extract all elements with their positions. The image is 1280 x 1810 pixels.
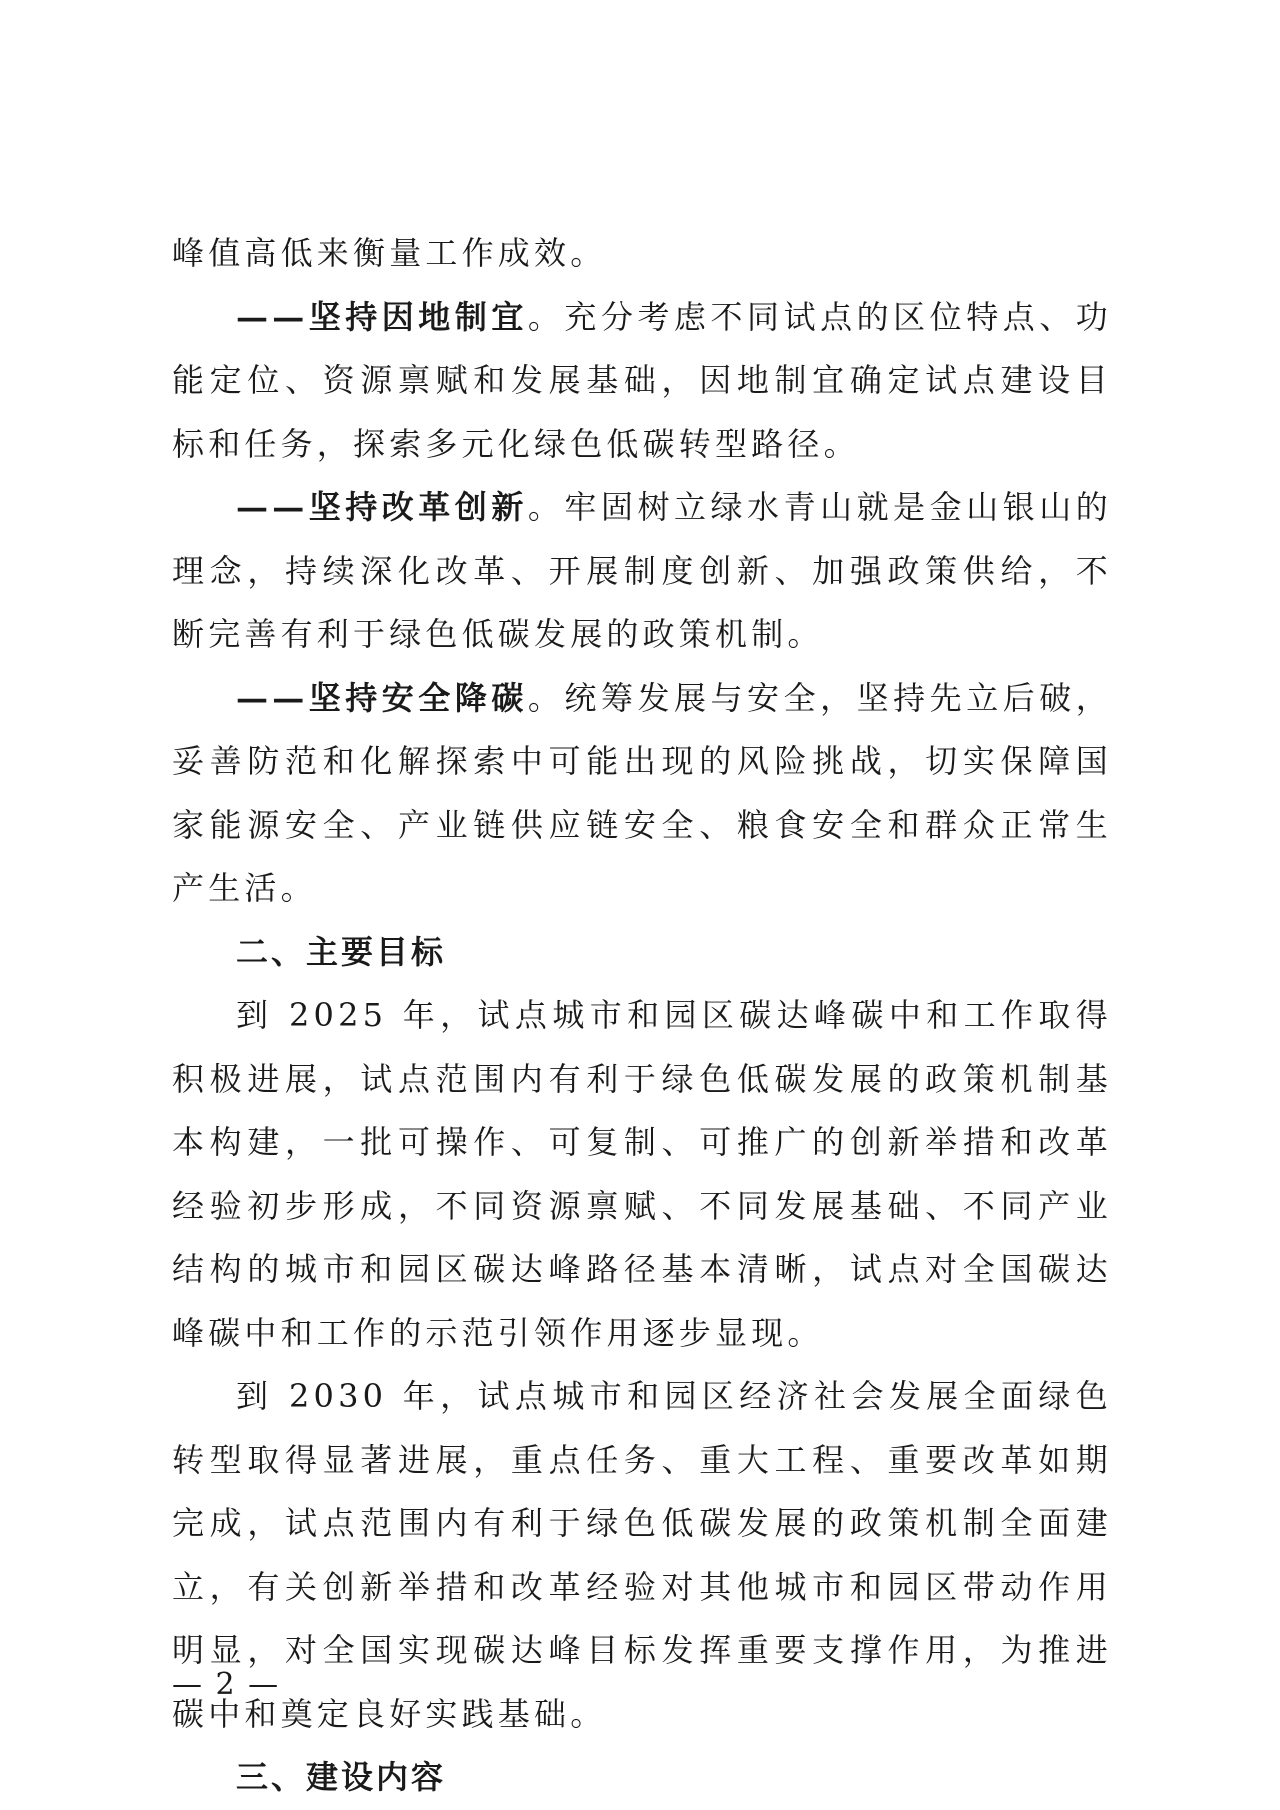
continuation-paragraph: 峰值高低来衡量工作成效。 — [172, 234, 607, 272]
goal-2030-paragraph: 到 2030 年，试点城市和园区经济社会发展全面绿色转型取得显著进展，重点任务、重大工程、重要改革如期完成，试点范围内有利于绿色低碳发展的政策机制全面建立，有关创新举措和改革经验对其他城市和园区带动作用明显，对全国实现碳达峰目标发挥重要支撑作用，为推进碳中和奠定良好实践基础。 — [172, 1377, 1112, 1733]
principle-paragraph-safe-carbon-reduction — [172, 667, 1112, 921]
document-body — [172, 222, 1112, 1810]
principle-lead: ——坚持改革创新 — [236, 488, 528, 526]
principle-text: 。牢固树立绿水青山就是金山银山的理念，持续深化改革、开展制度创新、加强政策供给，不断完善有利于绿色低碳发展的政策机制。 — [172, 488, 1112, 653]
principle-text: 。统筹发展与安全，坚持先立后破，妥善防范和化解探索中可能出现的风险挑战，切实保障国家能源安全、产业链供应链安全、粮食安全和群众正常生产生活。 — [172, 678, 1112, 907]
section-heading-main-goals: 二、主要目标 — [236, 932, 447, 971]
section-heading-construction-content: 三、建设内容 — [236, 1758, 447, 1796]
principle-paragraph-reform-innovation — [172, 476, 1112, 667]
principle-text: 。充分考虑不同试点的区位特点、功能定位、资源禀赋和发展基础，因地制宜确定试点建设目标和任务，探索多元化绿色低碳转型路径。 — [172, 297, 1112, 463]
goal-2025-paragraph: 到 2025 年，试点城市和园区碳达峰碳中和工作取得积极进展，试点范围内有利于绿色低碳发展的政策机制基本构建，一批可操作、可复制、可推广的创新举措和改革经验初步形成，不同资源禀赋、不同发展基础、不同产业结构的城市和园区碳达峰路径基本清晰，试点对全国碳达峰碳中和工作的示范引领作用逐步显现。 — [172, 996, 1112, 1352]
principle-lead: ——坚持安全降碳 — [236, 678, 528, 717]
principle-lead: ——坚持因地制宜 — [236, 297, 528, 336]
page-number: — 2 — — [172, 1667, 281, 1702]
principle-paragraph-local-conditions — [172, 286, 1112, 477]
